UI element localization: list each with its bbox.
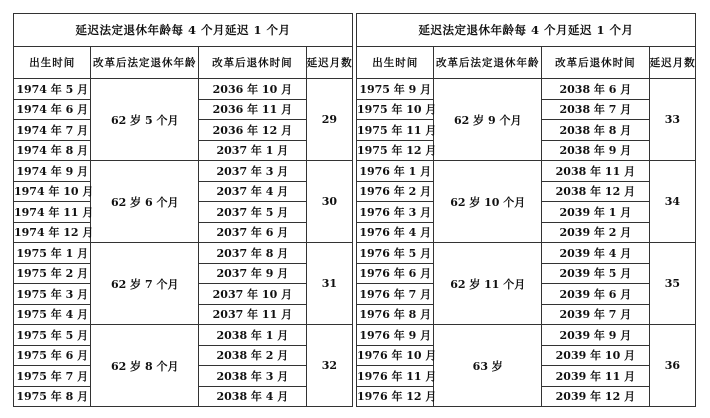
retirement-time-cell: 2039 年 11 月 — [542, 366, 650, 387]
retirement-age-cell: 62 岁 8 个月 — [91, 325, 199, 407]
birth-date-cell: 1975 年 7 月 — [14, 366, 91, 387]
retirement-time-cell: 2039 年 6 月 — [542, 284, 650, 305]
delay-months-cell: 32 — [306, 325, 352, 407]
retirement-time-cell: 2037 年 1 月 — [199, 140, 307, 161]
table-row — [14, 161, 353, 182]
retirement-table-right — [356, 13, 696, 407]
table-row — [357, 243, 696, 264]
retirement-age-cell: 62 岁 10 个月 — [434, 161, 542, 243]
retirement-time-cell: 2039 年 10 月 — [542, 345, 650, 366]
birth-date-cell: 1976 年 3 月 — [357, 202, 434, 223]
birth-date-cell: 1975 年 5 月 — [14, 325, 91, 346]
retirement-table-left — [13, 13, 353, 407]
birth-date-cell: 1975 年 4 月 — [14, 304, 91, 325]
retirement-time-cell: 2037 年 9 月 — [199, 263, 307, 284]
retirement-time-cell: 2037 年 5 月 — [199, 202, 307, 223]
retirement-time-cell: 2039 年 12 月 — [542, 386, 650, 407]
retirement-time-cell: 2038 年 9 月 — [542, 140, 650, 161]
delay-months-cell: 30 — [306, 161, 352, 243]
header-retirement-time: 改革后退休时间 — [199, 47, 307, 79]
birth-date-cell: 1976 年 11 月 — [357, 366, 434, 387]
retirement-time-cell: 2038 年 12 月 — [542, 181, 650, 202]
retirement-time-cell: 2038 年 7 月 — [542, 99, 650, 120]
retirement-age-cell: 62 岁 7 个月 — [91, 243, 199, 325]
table-row — [357, 161, 696, 182]
table-header-row — [14, 47, 353, 79]
retirement-time-cell: 2037 年 8 月 — [199, 243, 307, 264]
delay-months-cell: 31 — [306, 243, 352, 325]
table-title-row — [14, 14, 353, 47]
retirement-time-cell: 2037 年 3 月 — [199, 161, 307, 182]
table-title: 延迟法定退休年龄每 4 个月延迟 1 个月 — [357, 14, 696, 47]
birth-date-cell: 1975 年 12 月 — [357, 140, 434, 161]
table-row — [357, 325, 696, 346]
birth-date-cell: 1975 年 11 月 — [357, 120, 434, 141]
header-retirement-age: 改革后法定退休年龄 — [434, 47, 542, 79]
birth-date-cell: 1976 年 12 月 — [357, 386, 434, 407]
retirement-time-cell: 2039 年 5 月 — [542, 263, 650, 284]
retirement-age-cell: 62 岁 11 个月 — [434, 243, 542, 325]
retirement-time-cell: 2039 年 9 月 — [542, 325, 650, 346]
retirement-time-cell: 2036 年 12 月 — [199, 120, 307, 141]
birth-date-cell: 1976 年 9 月 — [357, 325, 434, 346]
retirement-age-cell: 63 岁 — [434, 325, 542, 407]
table-row — [14, 243, 353, 264]
table-title: 延迟法定退休年龄每 4 个月延迟 1 个月 — [14, 14, 353, 47]
birth-date-cell: 1974 年 9 月 — [14, 161, 91, 182]
table-row — [14, 79, 353, 100]
delay-months-cell: 29 — [306, 79, 352, 161]
birth-date-cell: 1975 年 2 月 — [14, 263, 91, 284]
header-birth-date: 出生时间 — [357, 47, 434, 79]
birth-date-cell: 1975 年 1 月 — [14, 243, 91, 264]
header-delay-months: 延迟月数 — [306, 47, 352, 79]
birth-date-cell: 1975 年 3 月 — [14, 284, 91, 305]
header-retirement-time: 改革后退休时间 — [542, 47, 650, 79]
header-birth-date: 出生时间 — [14, 47, 91, 79]
retirement-age-cell: 62 岁 6 个月 — [91, 161, 199, 243]
table-row — [357, 79, 696, 100]
retirement-age-cell: 62 岁 5 个月 — [91, 79, 199, 161]
delay-months-cell: 34 — [649, 161, 695, 243]
birth-date-cell: 1974 年 5 月 — [14, 79, 91, 100]
birth-date-cell: 1974 年 6 月 — [14, 99, 91, 120]
retirement-time-cell: 2038 年 3 月 — [199, 366, 307, 387]
birth-date-cell: 1976 年 4 月 — [357, 222, 434, 243]
delay-months-cell: 35 — [649, 243, 695, 325]
retirement-time-cell: 2038 年 2 月 — [199, 345, 307, 366]
birth-date-cell: 1976 年 5 月 — [357, 243, 434, 264]
retirement-time-cell: 2037 年 6 月 — [199, 222, 307, 243]
table-header-row — [357, 47, 696, 79]
retirement-time-cell: 2037 年 4 月 — [199, 181, 307, 202]
birth-date-cell: 1975 年 9 月 — [357, 79, 434, 100]
birth-date-cell: 1976 年 6 月 — [357, 263, 434, 284]
retirement-time-cell: 2038 年 4 月 — [199, 386, 307, 407]
retirement-time-cell: 2039 年 1 月 — [542, 202, 650, 223]
delay-months-cell: 33 — [649, 79, 695, 161]
retirement-time-cell: 2037 年 11 月 — [199, 304, 307, 325]
retirement-time-cell: 2039 年 4 月 — [542, 243, 650, 264]
birth-date-cell: 1974 年 8 月 — [14, 140, 91, 161]
birth-date-cell: 1974 年 12 月 — [14, 222, 91, 243]
birth-date-cell: 1975 年 8 月 — [14, 386, 91, 407]
retirement-time-cell: 2037 年 10 月 — [199, 284, 307, 305]
header-delay-months: 延迟月数 — [649, 47, 695, 79]
table-title-row — [357, 14, 696, 47]
birth-date-cell: 1976 年 2 月 — [357, 181, 434, 202]
retirement-time-cell: 2039 年 7 月 — [542, 304, 650, 325]
birth-date-cell: 1975 年 6 月 — [14, 345, 91, 366]
retirement-time-cell: 2036 年 10 月 — [199, 79, 307, 100]
retirement-time-cell: 2038 年 1 月 — [199, 325, 307, 346]
retirement-time-cell: 2038 年 8 月 — [542, 120, 650, 141]
birth-date-cell: 1976 年 8 月 — [357, 304, 434, 325]
retirement-age-cell: 62 岁 9 个月 — [434, 79, 542, 161]
header-retirement-age: 改革后法定退休年龄 — [91, 47, 199, 79]
retirement-time-cell: 2036 年 11 月 — [199, 99, 307, 120]
delay-months-cell: 36 — [649, 325, 695, 407]
birth-date-cell: 1976 年 10 月 — [357, 345, 434, 366]
retirement-time-cell: 2038 年 6 月 — [542, 79, 650, 100]
birth-date-cell: 1974 年 11 月 — [14, 202, 91, 223]
birth-date-cell: 1976 年 7 月 — [357, 284, 434, 305]
birth-date-cell: 1974 年 7 月 — [14, 120, 91, 141]
table-row — [14, 325, 353, 346]
birth-date-cell: 1976 年 1 月 — [357, 161, 434, 182]
retirement-time-cell: 2038 年 11 月 — [542, 161, 650, 182]
birth-date-cell: 1975 年 10 月 — [357, 99, 434, 120]
birth-date-cell: 1974 年 10 月 — [14, 181, 91, 202]
retirement-time-cell: 2039 年 2 月 — [542, 222, 650, 243]
